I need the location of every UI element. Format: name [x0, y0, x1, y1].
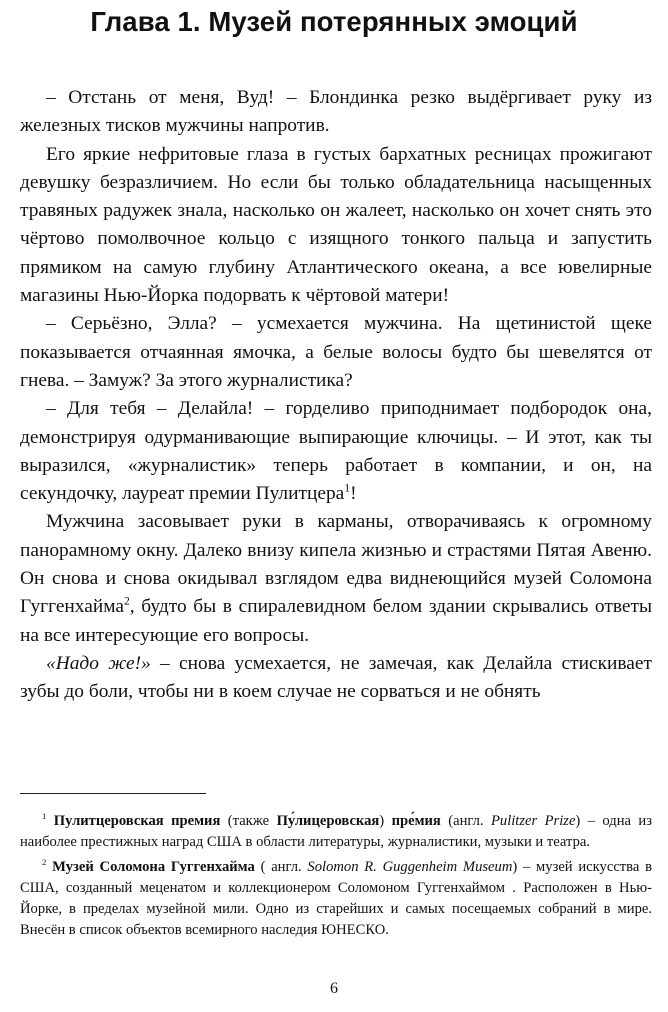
chapter-title: Глава 1. Музей потерянных эмоций [90, 6, 578, 37]
paragraph: – Отстань от меня, Вуд! – Блондинка резко выдёргивает руку из железных тисков мужчины напротив. [20, 87, 652, 137]
paragraph: – Для тебя – Делайла! – горделиво приподнимает подбородок она, демонстрируя одурманивающие выпирающие ключицы. – И этот, как ты выразился, «журналистик» теперь работает в компании, и он, на секундочку, лауреат премии Пулитцера$^1$! [20, 398, 652, 505]
footnote: $^1$ Пулитцеровская премия (также Пу́лицеровская) пре́мия (англ. Pulitzer Prize) – одна из наиболее престижных наград США в области литературы, журналистики, музыки и театра. [20, 811, 652, 850]
paragraph: – Серьёзно, Элла? – усмехается мужчина. На щетинистой щеке показывается отчаянная ямочка, а белые волосы будто бы шевелятся от гнева. – Замуж? За этого журналистика? [20, 313, 652, 391]
footnote-number: 1 [42, 811, 47, 822]
footnote-ref: 1 [344, 481, 351, 495]
paragraph: Его яркие нефритовые глаза в густых бархатных ресницах прожигают девушку безразличием. Но если бы только обладательница насыщенных травяных радужек знала, насколько он жалеет, насколько он хочет снять это чёртово помолвочное кольцо с изящного тонкого пальца и запустить прямиком на самую глубину Атлантического океана, а все ювелирные магазины Нью-Йорка подорвать к чёртовой матери! [20, 143, 652, 307]
paragraph: «Надо же!» – снова усмехается, не замечая, как Делайла стискивает зубы до боли, чтобы ни в коем случае не сорваться и не обнять [20, 652, 652, 703]
footnote-number: 2 [42, 857, 47, 868]
footnotes [20, 811, 652, 945]
footnote-ref: 2 [123, 594, 130, 608]
body-text [20, 84, 652, 707]
paragraph: Мужчина засовывает руки в карманы, отворачиваясь к огромному панорамному окну. Далеко внизу кипела жизнью и страстями Пятая Авеню. Он снова и снова окидывал взглядом едва виднеющийся музей Соломона Гуггенхайма$^2$, будто бы в спиралевидном белом здании скрывались ответы на все интересующие его вопросы. [20, 511, 652, 646]
footnote: $^2$ Музей Соломона Гуггенхайма ( англ. Solomon R. Guggenheim Museum) – музей искусства в США, созданный меценатом и коллекционером Соломоном Гуггенхаймом . Расположен в Нью-Йорке, в пределах музейной мили. Одно из старейших и самых посещаемых собраний в мире. Внесён в список объектов всемирного наследия ЮНЕСКО. [20, 857, 652, 938]
page-number: 6 [330, 980, 338, 997]
footnote-divider [20, 793, 206, 794]
